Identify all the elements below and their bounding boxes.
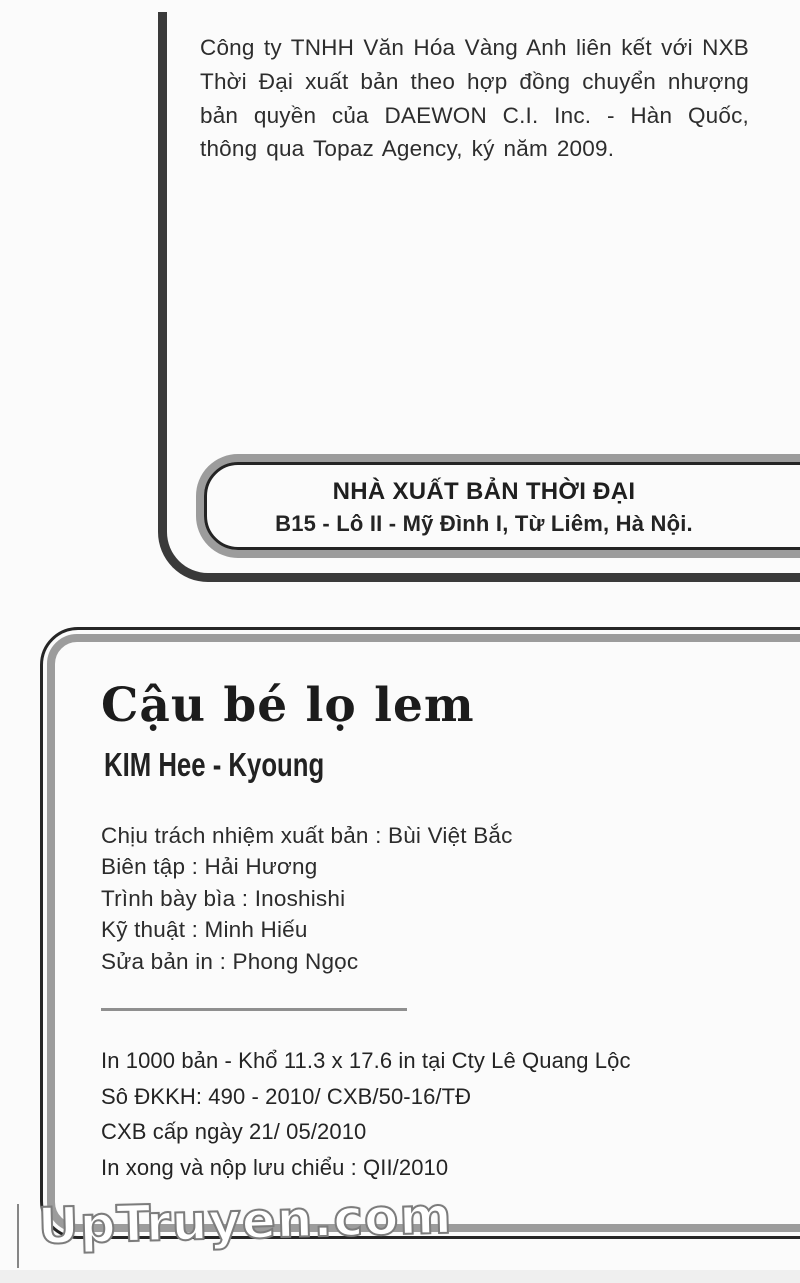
print-info-line: CXB cấp ngày 21/ 05/2010 xyxy=(101,1119,367,1145)
credit-line: Kỹ thuật : Minh Hiếu xyxy=(101,917,308,943)
publisher-box xyxy=(196,454,800,558)
credit-line: Trình bày bìa : Inoshishi xyxy=(101,885,346,911)
credits-list xyxy=(101,820,513,977)
bottom-scan-strip xyxy=(0,1270,800,1283)
scan-edge-artifact xyxy=(17,1204,19,1268)
section-divider xyxy=(101,1008,407,1011)
credit-line: Chịu trách nhiệm xuất bản : Bùi Việt Bắc xyxy=(101,823,513,848)
book-author: KIM Hee - Kyoung xyxy=(104,746,325,783)
print-info-line: Sô ĐKKH: 490 - 2010/ CXB/50-16/TĐ xyxy=(101,1083,472,1109)
credit-line: Sửa bản in : Phong Ngọc xyxy=(101,948,359,974)
watermark: UpTruyen.com xyxy=(37,1186,454,1256)
print-info-list xyxy=(101,1043,631,1185)
print-info-line: In 1000 bản - Khổ 11.3 x 17.6 in tại Cty Lê Quang Lộc xyxy=(101,1048,631,1073)
publisher-address: B15 - Lô II - Mỹ Đình I, Từ Liêm, Hà Nội. xyxy=(275,511,693,536)
credit-line: Biên tập : Hải Hương xyxy=(101,854,318,880)
publisher-box-inner-border xyxy=(204,462,800,550)
publisher-name: NHÀ XUẤT BẢN THỜI ĐẠI xyxy=(332,478,636,505)
book-title: Cậu bé lọ lem xyxy=(101,678,475,733)
print-info-line: In xong và nộp lưu chiểu : QII/2010 xyxy=(101,1154,449,1180)
publisher-content xyxy=(207,465,800,547)
copyright-paragraph: Công ty TNHH Văn Hóa Vàng Anh liên kết với NXB Thời Đại xuất bản theo hợp đồng chuyển nhượng bản quyền của DAEWON C.I. Inc. - Hàn Quốc, thông qua Topaz Agency, ký năm 2009. xyxy=(200,35,749,162)
